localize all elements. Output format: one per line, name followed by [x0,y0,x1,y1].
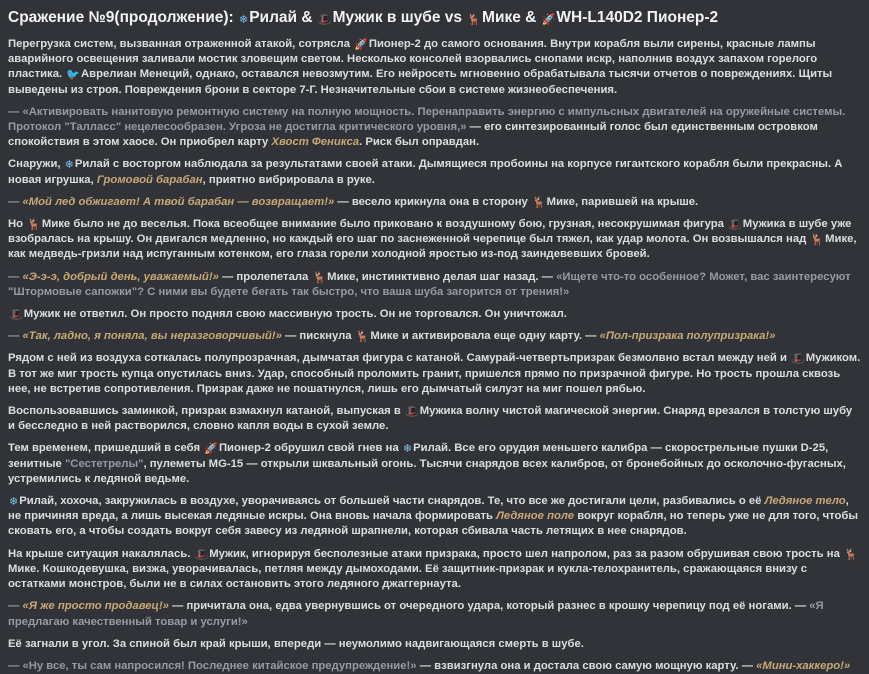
bird-icon: 🐦 [66,69,80,82]
text: , приятно вибрировала в руке. [202,173,375,186]
text: — пискнула [285,330,352,343]
paragraph-16 [8,659,861,674]
deer-icon: 🦌 [467,14,482,26]
top-hat-icon: 🎩 [728,219,742,232]
quote: «Э-э-э, добрый день, уважаемый!» [22,270,219,283]
paragraph-11 [8,441,861,487]
card-name: «Мини-хаккеро!» [756,659,851,672]
deer-icon: 🦌 [810,234,825,247]
text: Мике, парившей на крыше. [546,195,699,208]
text: Мике, инстинктивно делая шаг назад. — [327,270,553,283]
text: Рилай с восторгом наблюдала за результатами своей атаки. Дымящиеся пробоины на корпусе гигантского корабля были прекрасны. А новая игрушка, [8,158,843,186]
text: Воспользовавшись заминкой, призрак взмахнул катаной, выпуская в [8,405,401,418]
deer-icon: 🦌 [312,271,327,284]
snowflake-icon: ❄ [238,14,249,26]
text: Мужик, игнорируя бесполезные атаки призрака, просто шел напролом, раз за разом обрушивая свою трость на [209,547,840,560]
quote: «Так, ладно, я поняла, вы неразговорчивый!» [22,330,282,343]
quote: «Активировать нанитовую ремонтную систему на полную мощность. Перенаправить энергию с импульсных двигателей на оружейные системы. Протокол "Талласс" нецелесообразен. Угроза не достигла критического уровня,» [8,105,846,134]
text: — пролепетала [222,270,309,283]
text: , не причиняя вреда, а лишь высекая ледяные искры. Она вновь начала формировать [8,495,849,523]
deer-icon: 🦌 [27,219,41,232]
dash: — [8,659,20,672]
paragraph-14 [8,599,861,629]
dash: — [8,270,20,283]
text: Мужик не ответил. Он просто поднял свою массивную трость. Он не торговался. Он уничтожал. [23,308,567,321]
dash: — [8,330,20,343]
rocket-icon: 🚀 [541,14,556,26]
text: Пионер-2 до самого основания. Внутри корабля выли сирены, красные лампы аварийного освещения заливали мостик зловещим светом. Несколько консолей взорвались снопами искр, наполнив воздух запахом горелого пластика. [8,38,818,81]
text: — причитала она, едва увернувшись от очередного удара, который разнес в крошку черепицу под её ногами. — [172,600,807,613]
top-hat-icon: 🎩 [317,14,332,26]
paragraph-12 [8,494,861,540]
paragraph-13 [8,547,861,593]
title-name-4: WH-L140D2 Пионер-2 [556,9,719,26]
title-prefix: Сражение №9(продолжение): [8,9,234,26]
paragraph-8 [8,329,861,344]
text: Перегрузка систем, вызванная отраженной атакой, сотрясла [8,38,350,50]
top-hat-icon: 🎩 [9,309,23,322]
text: Аврелиан Менеций, однако, оставался невозмутим. Его нейросеть мгновенно обрабатывала тысячи отчетов о повреждениях. Щиты выведены из строя. Повреждения брони в секторе 7-Г. Незначительные сбои в системе жизнеобеспечения. [8,68,833,96]
battle-title [8,8,861,28]
snowflake-icon: ❄ [402,443,413,456]
card-name: Ледяное тело [764,495,846,508]
snowflake-icon: ❄ [64,159,74,172]
top-hat-icon: 🎩 [791,353,805,366]
paragraph-15 [8,637,861,652]
rocket-icon: 🚀 [204,443,218,456]
text: вокруг корабля, но теперь уже не для того, чтобы сковать его, а чтобы создать вокруг себя завесу из ледяной шрапнели, которая сбивала часть летящих в нее снарядов. [8,510,859,538]
paragraph-2 [8,105,861,151]
paragraph-4 [8,195,861,210]
text: Мике и активировала еще одну карту. — [370,330,597,343]
rocket-icon: 🚀 [354,39,368,51]
text: — весело крикнула она в сторону [337,195,528,208]
card-name: Ледяное поле [496,510,575,523]
top-hat-icon: 🎩 [404,406,419,419]
paragraph-10 [8,404,861,434]
title-name-3: Мике & [482,9,537,26]
deer-icon: 🦌 [844,548,858,561]
title-name-2: Мужик в шубе vs [332,9,463,26]
text: Мике было не до веселья. Пока всеобщее внимание было приковано к воздушному бою, грузная, несокрушимая фигура [41,218,724,231]
quote: "Сестетрелы" [64,457,144,470]
deer-icon: 🦌 [355,331,370,344]
deer-icon: 🦌 [531,196,546,209]
paragraph-7 [8,307,861,322]
text: Мике, как медведь-гризли над испуганным котенком, его глаза горели холодной яростью из-под заиндевевших бровей. [8,233,857,261]
text: Её загнали в угол. За спиной был край крыши, впереди — неумолимо надвигающаяся смерть в шубе. [8,637,584,650]
top-hat-icon: 🎩 [194,548,209,561]
text: Рилай. Все его орудия меньшего калибра — скорострельные пушки D-25, зенитные [8,442,829,470]
text: Рядом с ней из воздуха соткалась полупрозрачная, дымчатая фигура с катаной. Самурай-четвертьпризрак безмолвно встал между ней и [8,352,787,365]
card-name: «Пол-призрака полупризрака!» [599,330,776,343]
paragraph-9 [8,351,861,397]
paragraph-3 [8,157,861,187]
quote: «Мой лед обжигает! А твой барабан — возвращает!» [22,195,335,208]
paragraph-1 [8,37,861,98]
text: На крыше ситуация накалялась. [8,547,191,560]
quote: «Ищете что-то особенное? Может, вас заинтересуют "Штормовые сапожки"? С ними вы будете бегать так быстро, что ваша шуба загорится от трения!» [8,270,851,298]
card-name: Хвост Феникса [271,136,360,149]
text: — его синтезированный голос был единственным островком спокойствия в этом хаосе. Он приобрел карту [8,121,818,149]
text: . Риск был оправдан. [359,136,480,149]
card-name: Громовой барабан [96,173,203,186]
text: Тем временем, пришедший в себя [8,442,201,455]
text: Рилай, хохоча, закружилась в воздухе, уворачиваясь от большей части снарядов. Те, что все же достигали цели, разбивались о её [19,495,762,508]
text: Мужиком. В тот же миг трость купца опустилась вниз. Удар, способный проломить гранит, пришелся прямо по призрачной фигуре. Но трость прошла сквозь нее, не встретив сопротивления. Призрак даже не пошатнулся, лишь его дымчатый силуэт на миг пошел рябью. [8,352,861,395]
paragraph-6 [8,270,861,300]
quote: «Я же просто продавец!» [22,600,169,613]
quote: «Ну все, ты сам напросился! Последнее китайское предупреждение!» [22,659,417,672]
text: Но [8,218,24,231]
snowflake-icon: ❄ [9,496,19,509]
title-name-1: Рилай & [249,9,313,26]
text: Мужика волну чистой магической энергии. Снаряд врезался в толстую шубу и бесследно в ней растворился, словно капля воды в сухой земле. [8,405,853,433]
quote: «Я предлагаю качественный товар и услуги!» [8,600,824,628]
text: , пулеметы MG-15 — открыли шквальный огонь. Тысячи снарядов всех калибров, от бронебойных до осколочно-фугасных, устремились к ледяной ведьме. [8,457,846,485]
dash: — [8,105,20,118]
text: Пионер-2 обрушил свой гнев на [218,442,399,455]
dash: — [8,195,20,208]
text: Мике. Кошкодевушка, визжа, уворачивалась, петляя между дымоходами. Её защитник-призрак и кукла-телохранитель, сражающаяся внизу с остатками монстров, были не в силах остановить этого ледяного джаггернаута. [8,562,808,591]
dash: — [8,600,20,613]
paragraph-5 [8,217,861,263]
text: Снаружи, [8,158,61,171]
text: — взвизгнула она и достала свою самую мощную карту. — [419,659,753,672]
text: Мужика в шубе уже взобралась на крышу. Он двигался медленно, но каждый его шаг по заснеженной черепице был тяжел, как удар молота. Он возвышался над [8,218,852,246]
